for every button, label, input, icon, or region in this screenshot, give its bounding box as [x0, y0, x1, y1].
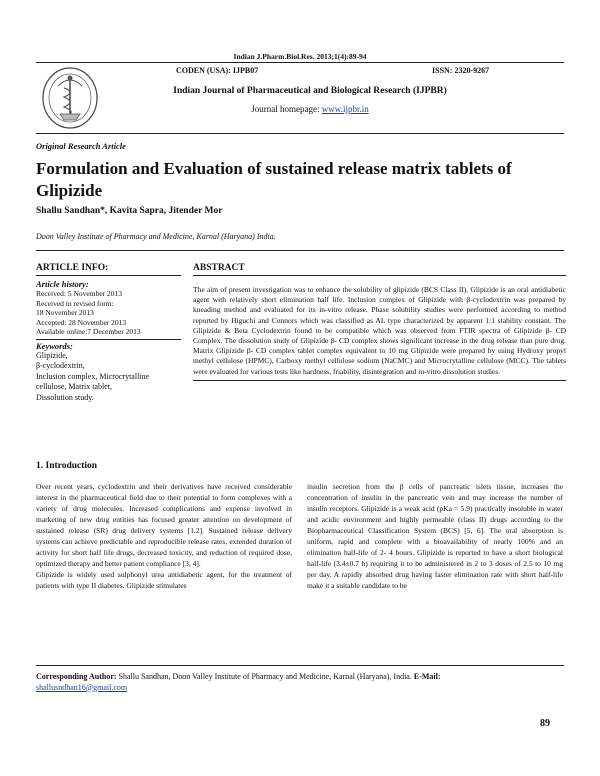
page-number: 89	[540, 718, 550, 729]
article-info-panel	[36, 263, 181, 403]
section-heading-introduction: 1. Introduction	[36, 461, 98, 471]
masthead-rule	[36, 133, 564, 134]
history-line: Received in revised form:	[36, 298, 114, 308]
keyword: cellulose, Matrix tablet,	[36, 382, 112, 392]
footnote-rule	[36, 665, 564, 666]
abstract-panel	[193, 263, 566, 381]
body-column-right	[307, 481, 563, 591]
body-paragraph: insulin secretion from the β cells of pancreatic islets tissue, increases the concentration of insulin in the pancreatic vein and may increase the number of insulin receptors. Glipizide is a weak acid (pKa = 5.9) practically insoluble in water and acidic environment and highly permeable (class II) drugs according to the Biopharmaceutical Classification System (BCS) [5, 6]. The oral absorption is uniform, rapid and complete with a bioavailability of nearly 100% and an elimination half-life of 2- 4 hours. Glipizide is reported to have a short biological half-life (3.4±0.7 h) requiring it to be administered in 2 to 3 doses of 2.5 to 10 mg per day. A rapidly absorbed drug having faster elimination rate with short half-life make it a suitable candidate to be	[307, 482, 563, 591]
homepage-link[interactable]: www.ijpbr.in	[321, 104, 369, 114]
history-line: 18 November 2013	[36, 308, 94, 318]
keyword: Inclusion complex, Microcrytalline	[36, 371, 150, 381]
keyword: Glipizide,	[36, 350, 68, 360]
journal-logo	[40, 64, 100, 130]
abstract-text: The aim of present investigation was to enhance the solubility of glipizide (BCS Class II). Glipizide is an oral antidiabetic agent with relatively short elimination half life. Inclusion complex of Glipizide with β-cyclodextrin was prepared by kneading method and evaluated for its in-vitro release. Phase solubility studies were performed according to method reported by Higuchi and Connors which was classified as AL type characterized by apparent 1:1 stability constant. The Glipizide & Beta Cyclodextrin found to be compatible which was observed from FTIR spectra of Glipizide β- CD Complex. The dissolution study of Glipizide β- CD complex shows significant increase in the drug release than pure drug. Matrix Glipizide β- CD complex tablet complex equivalent to 10 mg Glipizide were prepared by using Hydroxy propyl methyl cellulose (HPMC), Carboxy methyl cellulose sodium (NaCMC) and Microcrytalline cellulose (MCC). The tablets were evaluated for various tests like hardness, friability, disintegration and in-vitro dissolution studies.	[193, 285, 566, 381]
author-email-link[interactable]: shallusndhan16@gmail.com	[36, 682, 128, 692]
article-type: Original Research Article	[36, 141, 126, 151]
corresponding-author-note	[36, 672, 566, 693]
history-line: Received: 5 November 2013	[36, 289, 123, 298]
body-column-left	[36, 481, 292, 591]
email-label: E-Mail:	[413, 672, 441, 681]
history-line: Accepted: 28 November 2013	[36, 317, 127, 327]
issn-number: ISSN: 2320-9267	[432, 66, 490, 75]
keywords-heading: Keywords:	[36, 340, 73, 351]
homepage-label: Journal homepage:	[251, 104, 322, 114]
abstract-heading: ABSTRACT	[193, 263, 566, 276]
keywords-block	[36, 339, 181, 403]
journal-homepage	[110, 104, 510, 114]
body-paragraph: Glipizide is widely used sulphonyl urea antidiabetic agent, for the treatment of patients with type II diabetes. Glipizide stimulates	[36, 570, 292, 591]
history-line: Available online:7 December 2013	[36, 327, 141, 337]
article-authors: Shallu Sandhan*, Kavita Sapra, Jitender Mor	[36, 206, 223, 216]
article-history-list	[36, 289, 181, 337]
coden-code: CODEN (USA): IJPB07	[176, 66, 259, 75]
corresponding-author-label: Corresponding Author:	[36, 672, 119, 681]
article-info-heading: ARTICLE INFO:	[36, 263, 181, 276]
journal-citation: Indian J.Pharm.Biol.Res. 2013;1(4):89-94	[233, 52, 367, 61]
article-history-heading: Article history:	[36, 279, 89, 289]
keyword: β-cyclodextrin,	[36, 361, 85, 371]
body-paragraph: Over recent years, cyclodextrin and their derivatives have received considerable interest in the pharmaceutical field due to their potential to form complexes with a variety of drug molecules. Increased complications and expense involved in marketing of new drug entities has focused greater attention on development of sustained release (SR) drug delivery systems [1,2]. Sustained release delivery systems can achieve predictable and reproducible release rates, extended duration of activity for short half life drugs, decreased toxicity, and reduction of required dose, optimized therapy and better patient compliance [3, 4].	[36, 482, 292, 569]
corresponding-author-text: Shallu Sandhan, Doon Valley Institute of Pharmacy and Medicine, Karnal (Haryana), India.	[118, 672, 414, 681]
affiliation-rule	[36, 250, 564, 251]
article-title: Formulation and Evaluation of sustained release matrix tablets of Glipizide	[36, 159, 512, 200]
author-affiliation: Doon Valley Institute of Pharmacy and Medicine, Karnal (Haryana) India.	[36, 232, 276, 241]
keyword: Dissolution study.	[36, 392, 94, 402]
journal-name: Indian Journal of Pharmaceutical and Biological Research (IJPBR)	[173, 86, 447, 96]
header-rule	[36, 62, 564, 63]
